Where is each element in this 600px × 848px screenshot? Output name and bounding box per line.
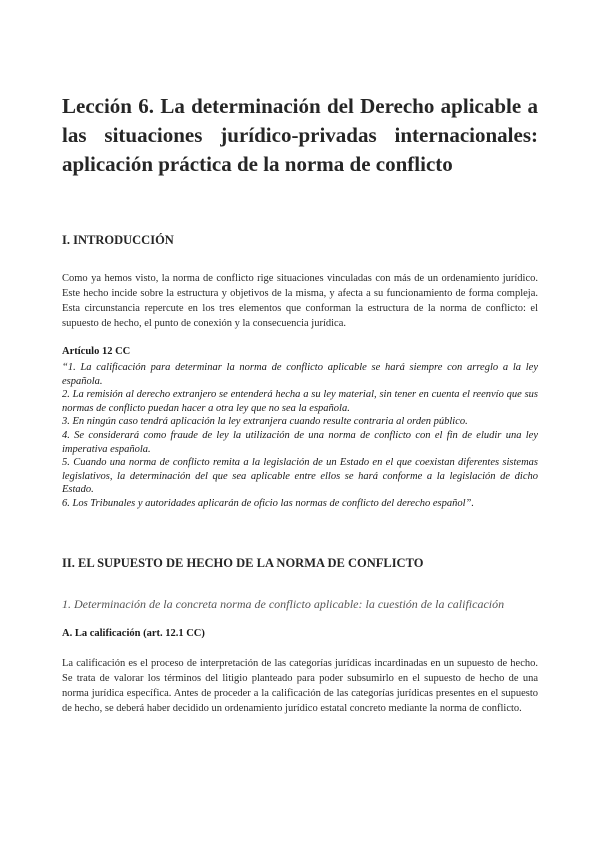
intro-paragraph: Como ya hemos visto, la norma de conflicto rige situaciones vinculadas con más de un ordenamiento jurídico. Este hecho incide sobre la estructura y objetivos de la misma, y afecta a su funcionamiento de forma compleja. Esta circunstancia repercute en los tres elementos que conforman la estructura de la norma de conflicto: el supuesto de hecho, el punto de conexión y la consecuencia jurídica. <box>62 273 538 329</box>
section-heading-supuesto: II. EL SUPUESTO DE HECHO DE LA NORMA DE CONFLICTO <box>62 556 424 570</box>
article-item: 5. Cuando una norma de conflicto remita a la legislación de un Estado en el que coexistan diferentes sistemas legislativos, la determinación del que sea aplicable entre ellos se hará conforme a la legislación de dicho Estado. <box>62 457 538 496</box>
article-item: 2. La remisión al derecho extranjero se entenderá hecha a su ley material, sin tener en cuenta el reenvío que sus normas de conflicto puedan hacer a otra ley que no sea la española. <box>62 389 538 414</box>
lesson-title: Lección 6. La determinación del Derecho aplicable a las situaciones jurídico-privadas internacionales: aplicación práctica de la norma de conflicto <box>62 94 538 176</box>
article-item: 6. Los Tribunales y autoridades aplicarán de oficio las normas de conflicto del derecho español”. <box>62 497 475 509</box>
article-item: 4. Se considerará como fraude de ley la utilización de una norma de conflicto con el fin de eludir una ley imperativa española. <box>62 429 538 455</box>
subsection-heading-calificacion: 1. Determinación de la concreta norma de conflicto aplicable: la cuestión de la calificación <box>62 597 505 611</box>
article-item: “1. La calificación para determinar la norma de conflicto aplicable se hará siempre con arreglo a la ley española. <box>62 362 538 387</box>
article-item: 3. En ningún caso tendrá aplicación la ley extranjera cuando resulte contraria al orden público. <box>62 416 468 428</box>
subsubsection-heading: A. La calificación (art. 12.1 CC) <box>62 628 205 639</box>
calificacion-paragraph: La calificación es el proceso de interpretación de las categorías jurídicas incardinadas en un supuesto de hecho. Se trata de valorar los términos del litigio planteado para poder subsumirlo en el supuesto de hecho de una norma jurídica específica. Antes de proceder a la calificación de las categorías jurídicas presentes en el supuesto de hecho, se deberá haber decidido un ordenamiento jurídico estatal concreto mediante la norma de conflicto. <box>62 658 538 714</box>
article-text <box>62 361 538 511</box>
section-heading-introduccion: I. INTRODUCCIÓN <box>62 233 174 247</box>
article-title: Artículo 12 CC <box>62 346 131 357</box>
